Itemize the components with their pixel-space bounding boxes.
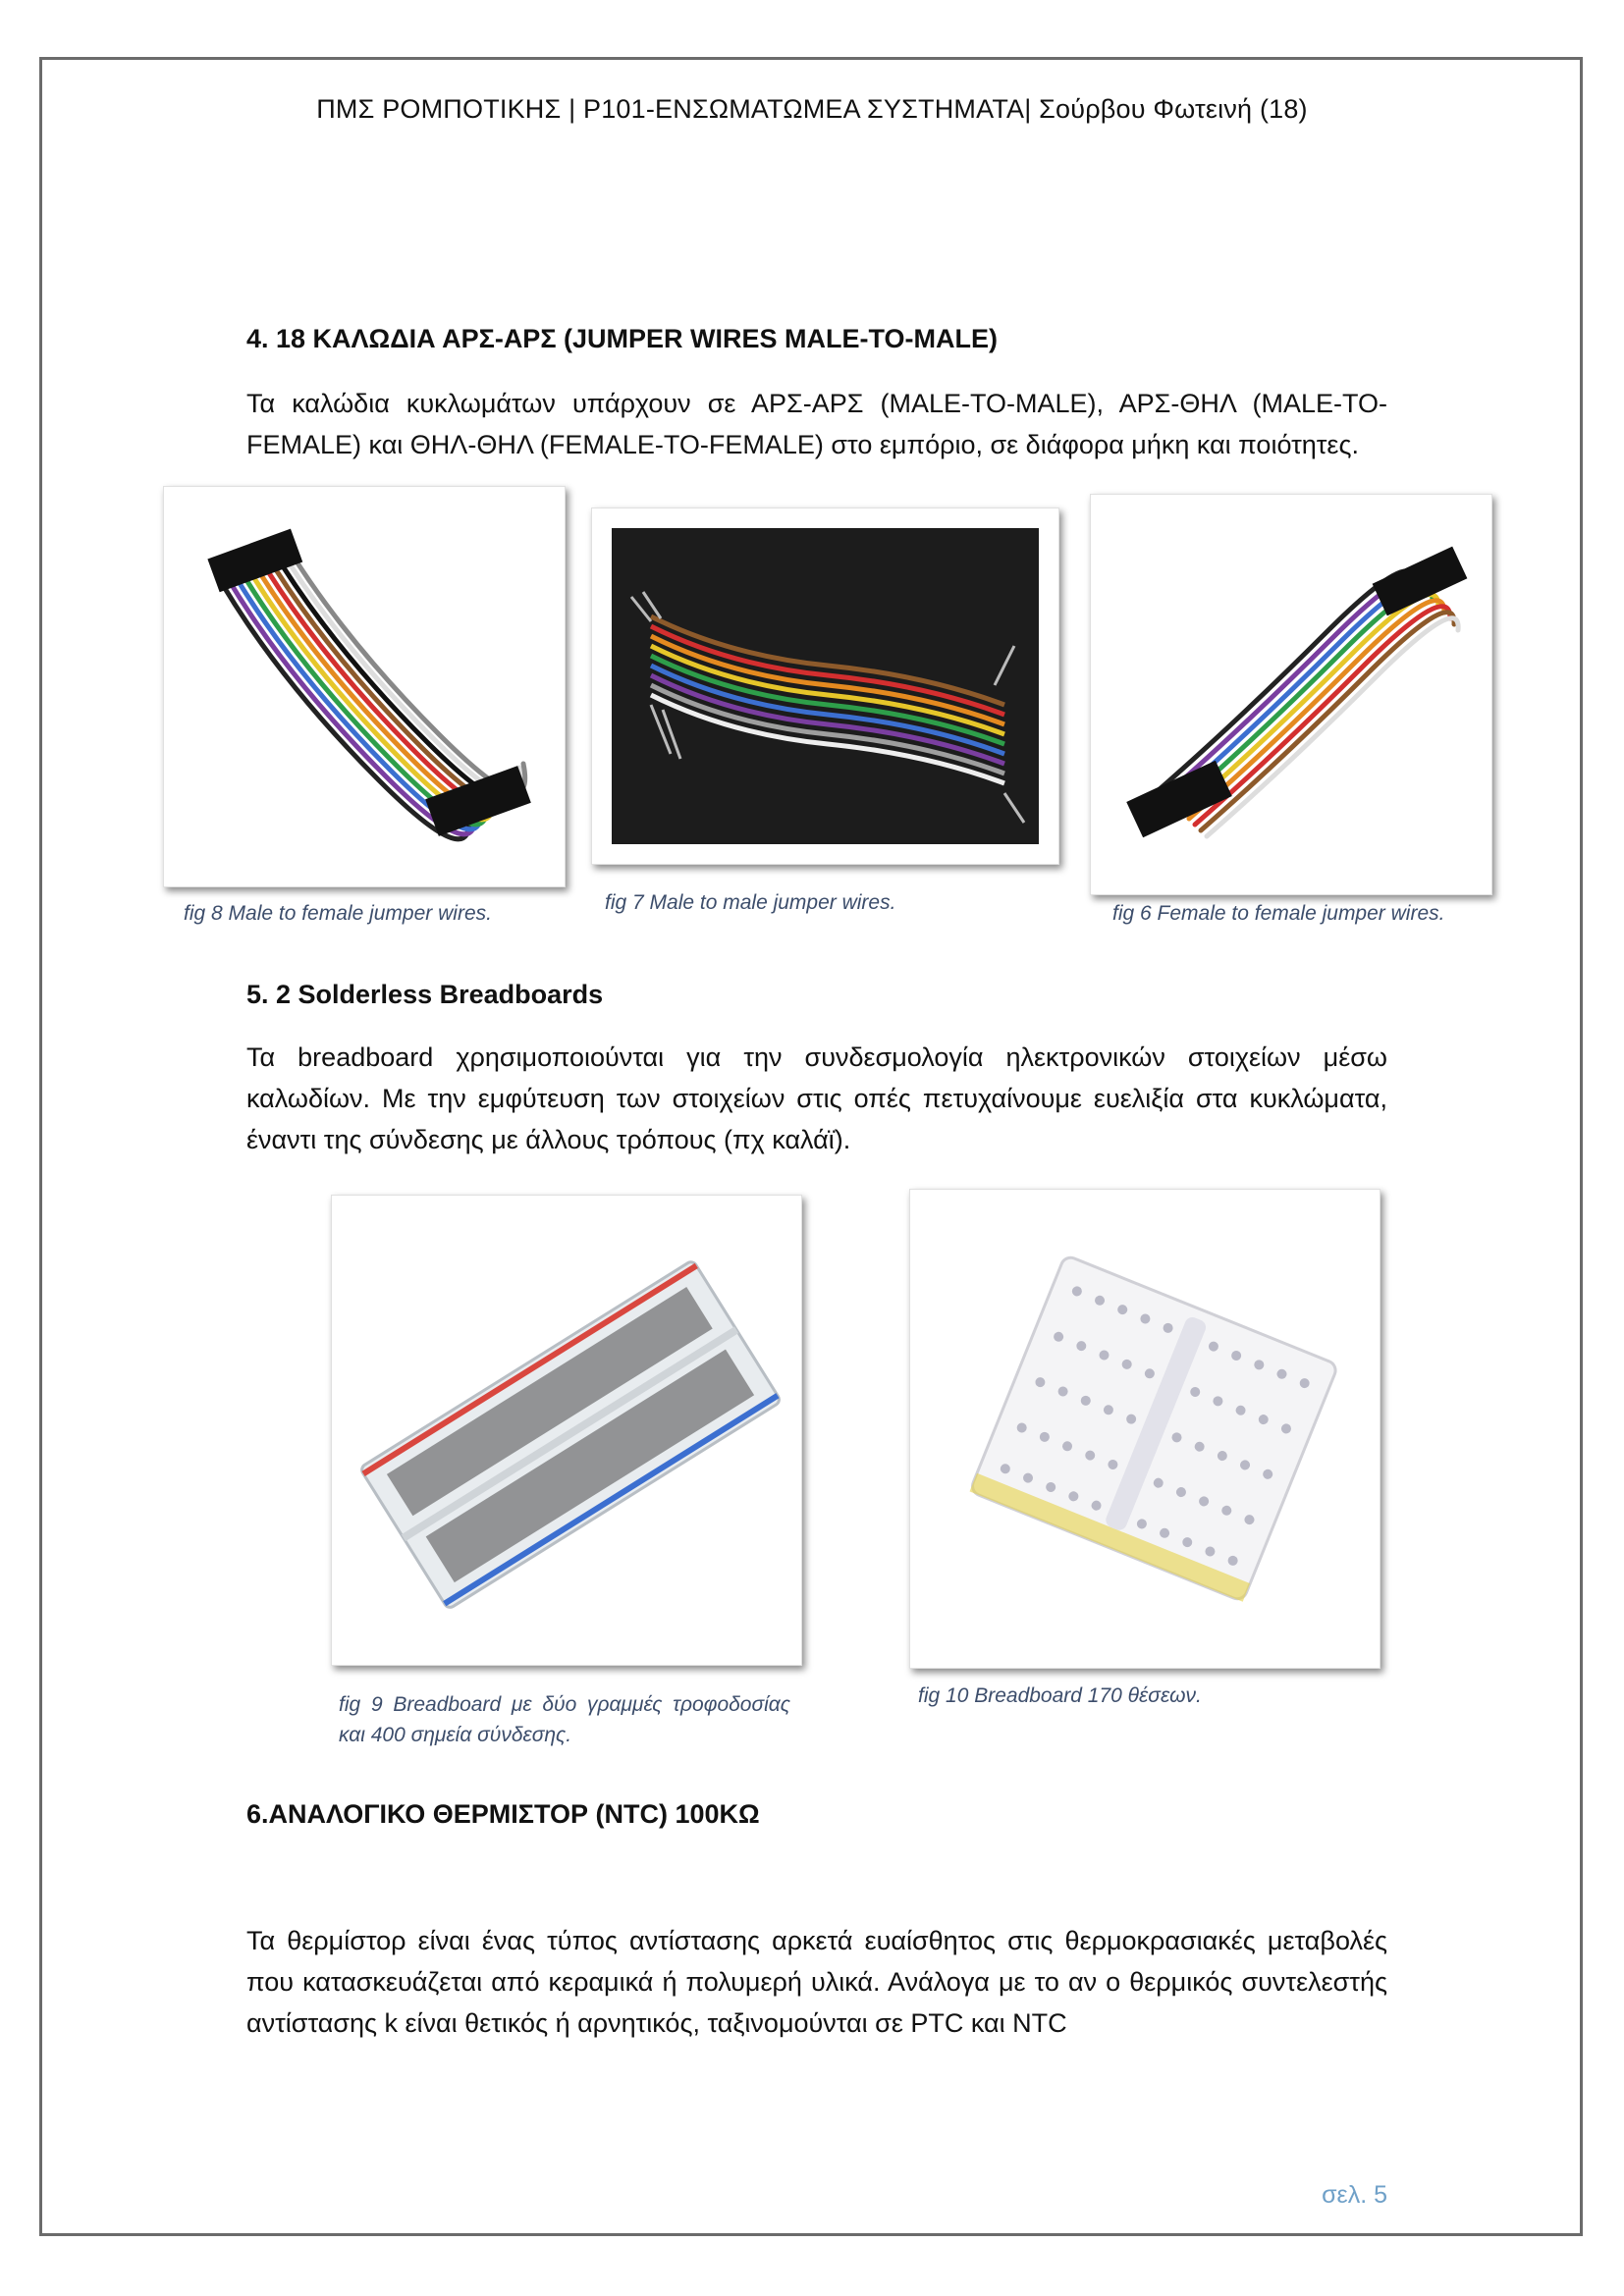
figure-9-caption: fig 9 Breadboard με δύο γραμμές τροφοδοσίας και 400 σημεία σύνδεσης. bbox=[339, 1693, 790, 1746]
section-4-paragraph: Τα καλώδια κυκλωμάτων υπάρχουν σε ΑΡΣ-ΑΡΣ (MALE-TO-MALE), ΑΡΣ-ΘΗΛ (MALE-TO-FEMALE) και ΘΗΛ-ΘΗΛ (FEMALE-TO-FEMALE) στο εμπόριο, σε διάφορα μήκη και ποιότητες. bbox=[246, 389, 1387, 459]
breadboard-illustration bbox=[332, 1196, 801, 1665]
jumper-wires-illustration bbox=[592, 508, 1058, 864]
section-6-paragraph: Τα θερμίστορ είναι ένας τύπος αντίστασης αρκετά ευαίσθητος στις θερμοκρασιακές μεταβολές που κατασκευάζεται από κεραμικά ή πολυμερή υλικά. Ανάλογα με το αν ο θερμικός συντελεστής αντίστασης k είναι θετικός ή αρνητικός, ταξινομούνται σε PTC και NTC bbox=[246, 1926, 1387, 2038]
section-6-heading: 6.ΑΝΑΛΟΓΙΚΟ ΘΕΡΜΙΣΤΟΡ (NTC) 100ΚΩ bbox=[246, 1799, 760, 1829]
figure-8-caption: fig 8 Male to female jumper wires. bbox=[184, 902, 492, 925]
figure-8-image bbox=[163, 486, 566, 887]
figure-7-image bbox=[591, 507, 1059, 865]
figure-7-caption: fig 7 Male to male jumper wires. bbox=[605, 891, 896, 914]
running-header: ΠΜΣ ΡΟΜΠΟΤΙΚΗΣ | P101-ΕΝΣΩΜΑΤΩΜΕΑ ΣΥΣΤΗΜΑΤΑ| Σούρβου Φωτεινή (18) bbox=[316, 94, 1308, 124]
section-4-heading: 4. 18 ΚΑΛΩΔΙΑ ΑΡΣ-ΑΡΣ (JUMPER WIRES MALE-TO-MALE) bbox=[246, 324, 999, 353]
jumper-wires-illustration bbox=[1091, 495, 1491, 894]
section-5-paragraph: Τα breadboard χρησιμοποιούνται για την συνδεσμολογία ηλεκτρονικών στοιχείων μέσω καλωδίων. Με την εμφύτευση των στοιχείων στις οπές πετυχαίνουμε ευελιξία στα κυκλώματα, έναντι της σύνδεσης με άλλους τρόπους (πχ καλάϊ). bbox=[246, 1042, 1387, 1154]
page-number: σελ. 5 bbox=[1322, 2181, 1387, 2209]
jumper-wires-illustration bbox=[164, 487, 565, 886]
figure-10-caption: fig 10 Breadboard 170 θέσεων. bbox=[918, 1684, 1202, 1707]
figure-10-image bbox=[909, 1189, 1380, 1669]
breadboard-illustration bbox=[910, 1190, 1380, 1668]
section-5-heading: 5. 2 Solderless Breadboards bbox=[246, 980, 604, 1009]
figure-9-image bbox=[331, 1195, 802, 1666]
figure-6-image bbox=[1090, 494, 1492, 895]
figure-6-caption: fig 6 Female to female jumper wires. bbox=[1112, 902, 1445, 925]
